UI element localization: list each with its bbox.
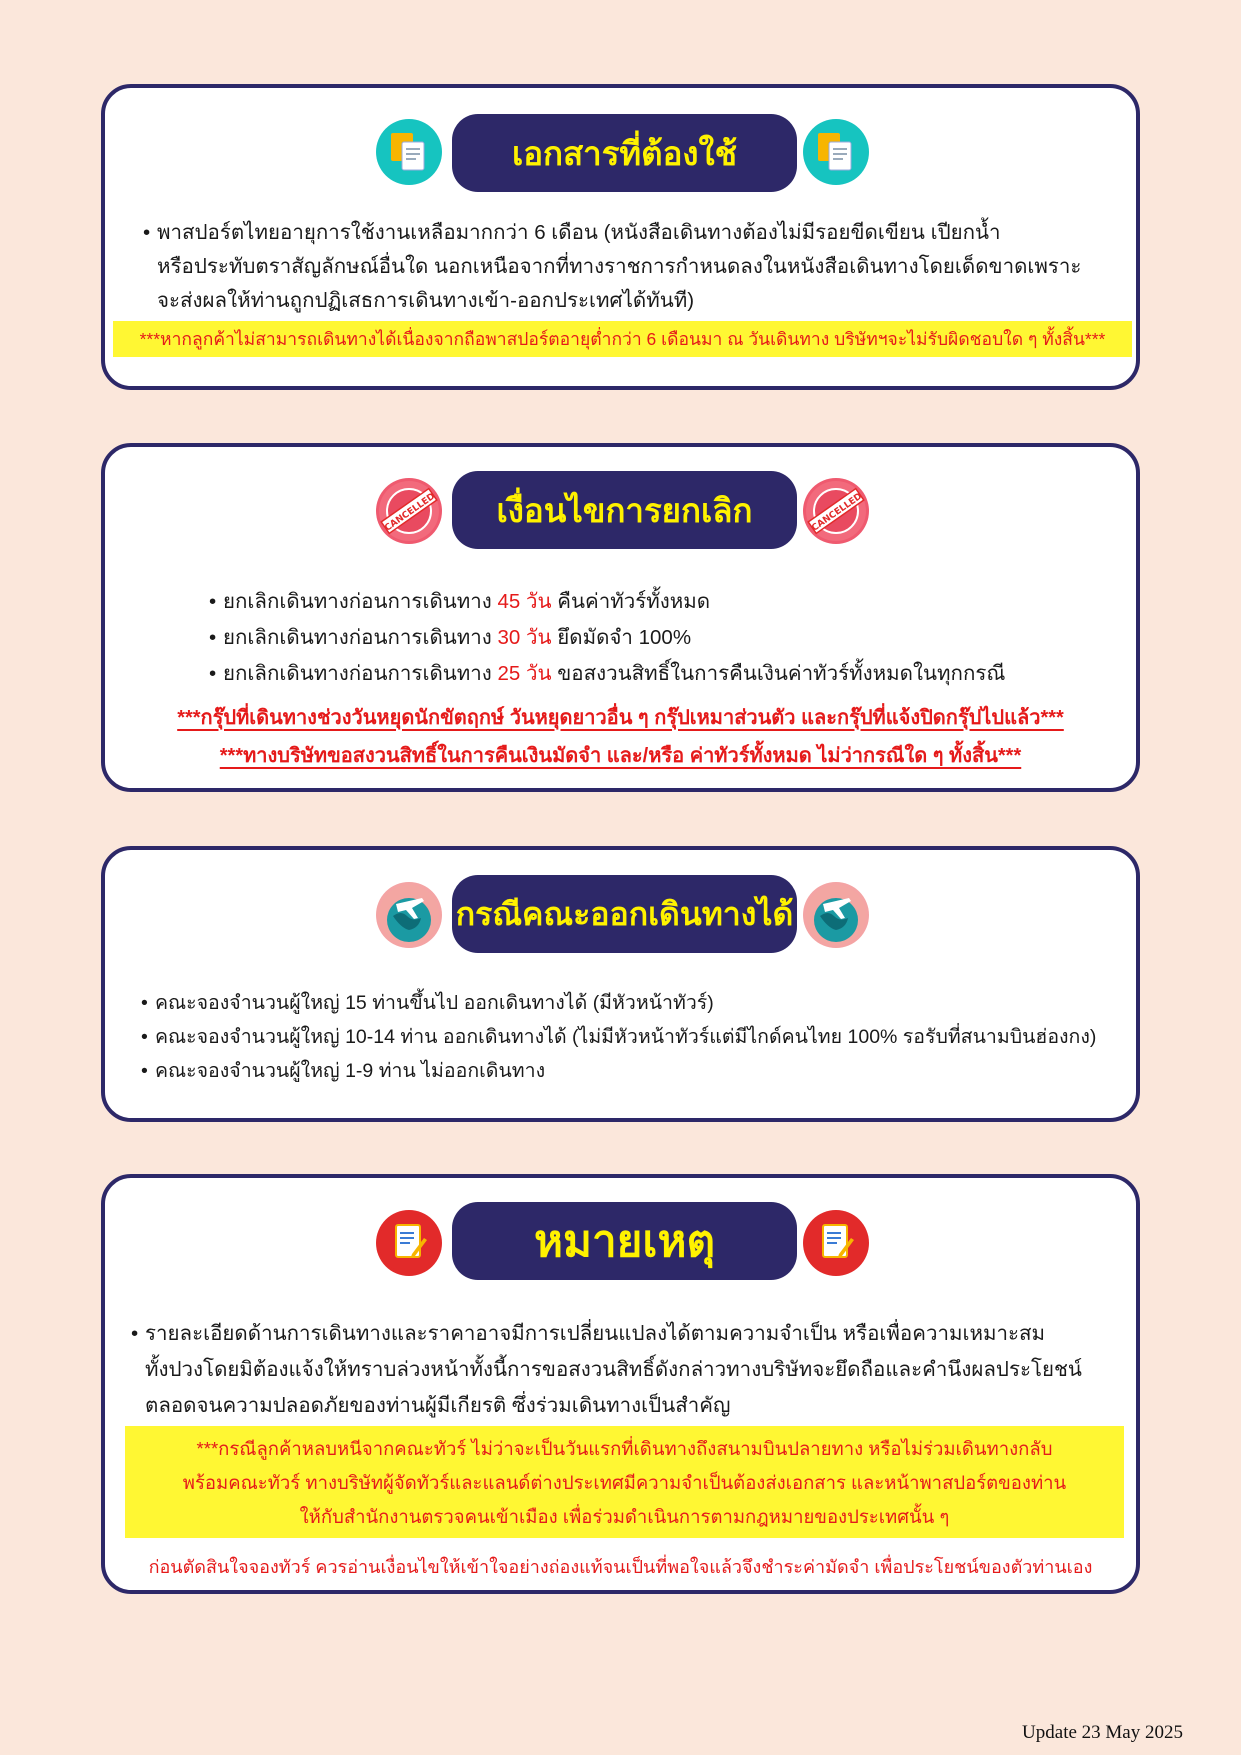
remarks-line-1: • รายละเอียดด้านการเดินทางและราคาอาจมีการเปลี่ยนแปลงได้ตามความจำเป็น หรือเพื่อความเหมาะสม: [145, 1316, 1125, 1352]
stamp-text: CANCELLED: [810, 491, 865, 534]
remarks-text: [145, 1316, 1125, 1424]
policy-prefix: ยกเลิกเดินทางก่อนการเดินทาง: [223, 662, 492, 685]
departure-condition-item: • คณะจองจำนวนผู้ใหญ่ 10-14 ท่าน ออกเดินทางได้ (ไม่มีหัวหน้าทัวร์แต่มีไกด์คนไทย 100% รอรับที่สนามบินฮ่องกง): [155, 1020, 1125, 1054]
departure-card: [101, 846, 1140, 1122]
cancellation-card: [101, 443, 1140, 792]
policy-days: 30 วัน: [497, 626, 552, 649]
documents-card: [101, 84, 1140, 390]
remarks-warning-line-3: ให้กับสำนักงานตรวจคนเข้าเมือง เพื่อร่วมดำเนินการตามกฎหมายของประเทศนั้น ๆ: [299, 1506, 950, 1527]
cancellation-note-1: ***กรุ๊ปที่เดินทางช่วงวันหยุดนักขัตฤกษ์ วันหยุดยาวอื่น ๆ กรุ๊ปเหมาส่วนตัว และกรุ๊ปที่แจ้งปิดกรุ๊ปไปแล้ว***: [177, 707, 1064, 729]
document-icon: [376, 119, 442, 185]
remarks-warning-line-1: ***กรณีลูกค้าหลบหนีจากคณะทัวร์ ไม่ว่าจะเป็นวันแรกที่เดินทางถึงสนามบินปลายทาง หรือไม่ร่วมเดินทางกลับ: [196, 1438, 1053, 1459]
departure-conditions-list: [155, 986, 1125, 1088]
globe-airplane-icon: [803, 882, 869, 948]
cancellation-policy-item: [223, 656, 1103, 692]
cancelled-stamp-icon: [803, 478, 869, 544]
cancellation-policy-item: [223, 620, 1103, 656]
globe-airplane-icon: [376, 882, 442, 948]
document-icon: [803, 119, 869, 185]
remarks-closing-note: ก่อนตัดสินใจจองทัวร์ ควรอ่านเงื่อนไขให้เข้าใจอย่างถ่องแท้จนเป็นที่พอใจแล้วจึงชำระค่ามัดจำ เพื่อประโยชน์ของตัวท่านเอง: [148, 1557, 1093, 1577]
remarks-warning-line-2: พร้อมคณะทัวร์ ทางบริษัทผู้จัดทัวร์และแลนด์ต่างประเทศมีความจำเป็นต้องส่งเอกสาร และหน้าพาสปอร์ตของท่าน: [182, 1472, 1067, 1493]
section-title-remarks: หมายเหตุ: [452, 1202, 797, 1280]
section-title-cancellation: เงื่อนไขการยกเลิก: [452, 471, 797, 549]
cancellation-policy-list: [223, 584, 1103, 692]
policy-suffix: ยึดมัดจำ 100%: [557, 626, 692, 649]
update-date: Update 23 May 2025: [1022, 1722, 1183, 1743]
remarks-warning: [125, 1426, 1124, 1538]
documents-passport-text: [157, 216, 1117, 318]
section-title-departure: กรณีคณะออกเดินทางได้: [452, 875, 797, 953]
policy-prefix: ยกเลิกเดินทางก่อนการเดินทาง: [223, 626, 492, 649]
policy-prefix: ยกเลิกเดินทางก่อนการเดินทาง: [223, 590, 492, 613]
remarks-line-3: ตลอดจนความปลอดภัยของท่านผู้มีเกียรติ ซึ่งร่วมเดินทางเป็นสำคัญ: [145, 1394, 731, 1417]
policy-suffix: คืนค่าทัวร์ทั้งหมด: [557, 590, 711, 613]
section-title-documents: เอกสารที่ต้องใช้: [452, 114, 797, 192]
notepad-pencil-icon: [803, 1210, 869, 1276]
cancellation-note-2: ***ทางบริษัทขอสงวนสิทธิ์ในการคืนเงินมัดจำ และ/หรือ ค่าทัวร์ทั้งหมด ไม่ว่ากรณีใด ๆ ทั้งสิ้น***: [219, 745, 1022, 767]
departure-condition-item: • คณะจองจำนวนผู้ใหญ่ 1-9 ท่าน ไม่ออกเดินทาง: [155, 1054, 1125, 1088]
passport-requirement-line-2: หรือประทับตราสัญลักษณ์อื่นใด นอกเหนือจากที่ทางราชการกำหนดลงในหนังสือเดินทางโดยเด็ดขาดเพราะ: [157, 255, 1082, 278]
passport-requirement-line-3: จะส่งผลให้ท่านถูกปฏิเสธการเดินทางเข้า-ออกประเทศได้ทันที): [157, 289, 695, 312]
passport-requirement-line-1: • พาสปอร์ตไทยอายุการใช้งานเหลือมากกว่า 6 เดือน (หนังสือเดินทางต้องไม่มีรอยขีดเขียน เปียกน้ำ: [157, 216, 1117, 250]
notepad-pencil-icon: [376, 1210, 442, 1276]
stamp-text: CANCELLED: [383, 491, 438, 534]
cancellation-policy-item: [223, 584, 1103, 620]
policy-days: 45 วัน: [497, 590, 552, 613]
departure-condition-item: • คณะจองจำนวนผู้ใหญ่ 15 ท่านขึ้นไป ออกเดินทางได้ (มีหัวหน้าทัวร์): [155, 986, 1125, 1020]
policy-suffix: ขอสงวนสิทธิ์ในการคืนเงินค่าทัวร์ทั้งหมดในทุกกรณี: [557, 662, 1006, 685]
remarks-line-2: ทั้งปวงโดยมิต้องแจ้งให้ทราบล่วงหน้าทั้งนี้การขอสงวนสิทธิ์ดังกล่าวทางบริษัทจะยึดถือและคำนึงผลประโยชน์: [145, 1358, 1082, 1381]
remarks-card: [101, 1174, 1140, 1594]
passport-warning: ***หากลูกค้าไม่สามารถเดินทางได้เนื่องจากถือพาสปอร์ตอายุต่ำกว่า 6 เดือนมา ณ วันเดินทาง บริษัทฯจะไม่รับผิดชอบใด ๆ ทั้งสิ้น***: [113, 321, 1132, 357]
cancelled-stamp-icon: [376, 478, 442, 544]
policy-days: 25 วัน: [497, 662, 552, 685]
